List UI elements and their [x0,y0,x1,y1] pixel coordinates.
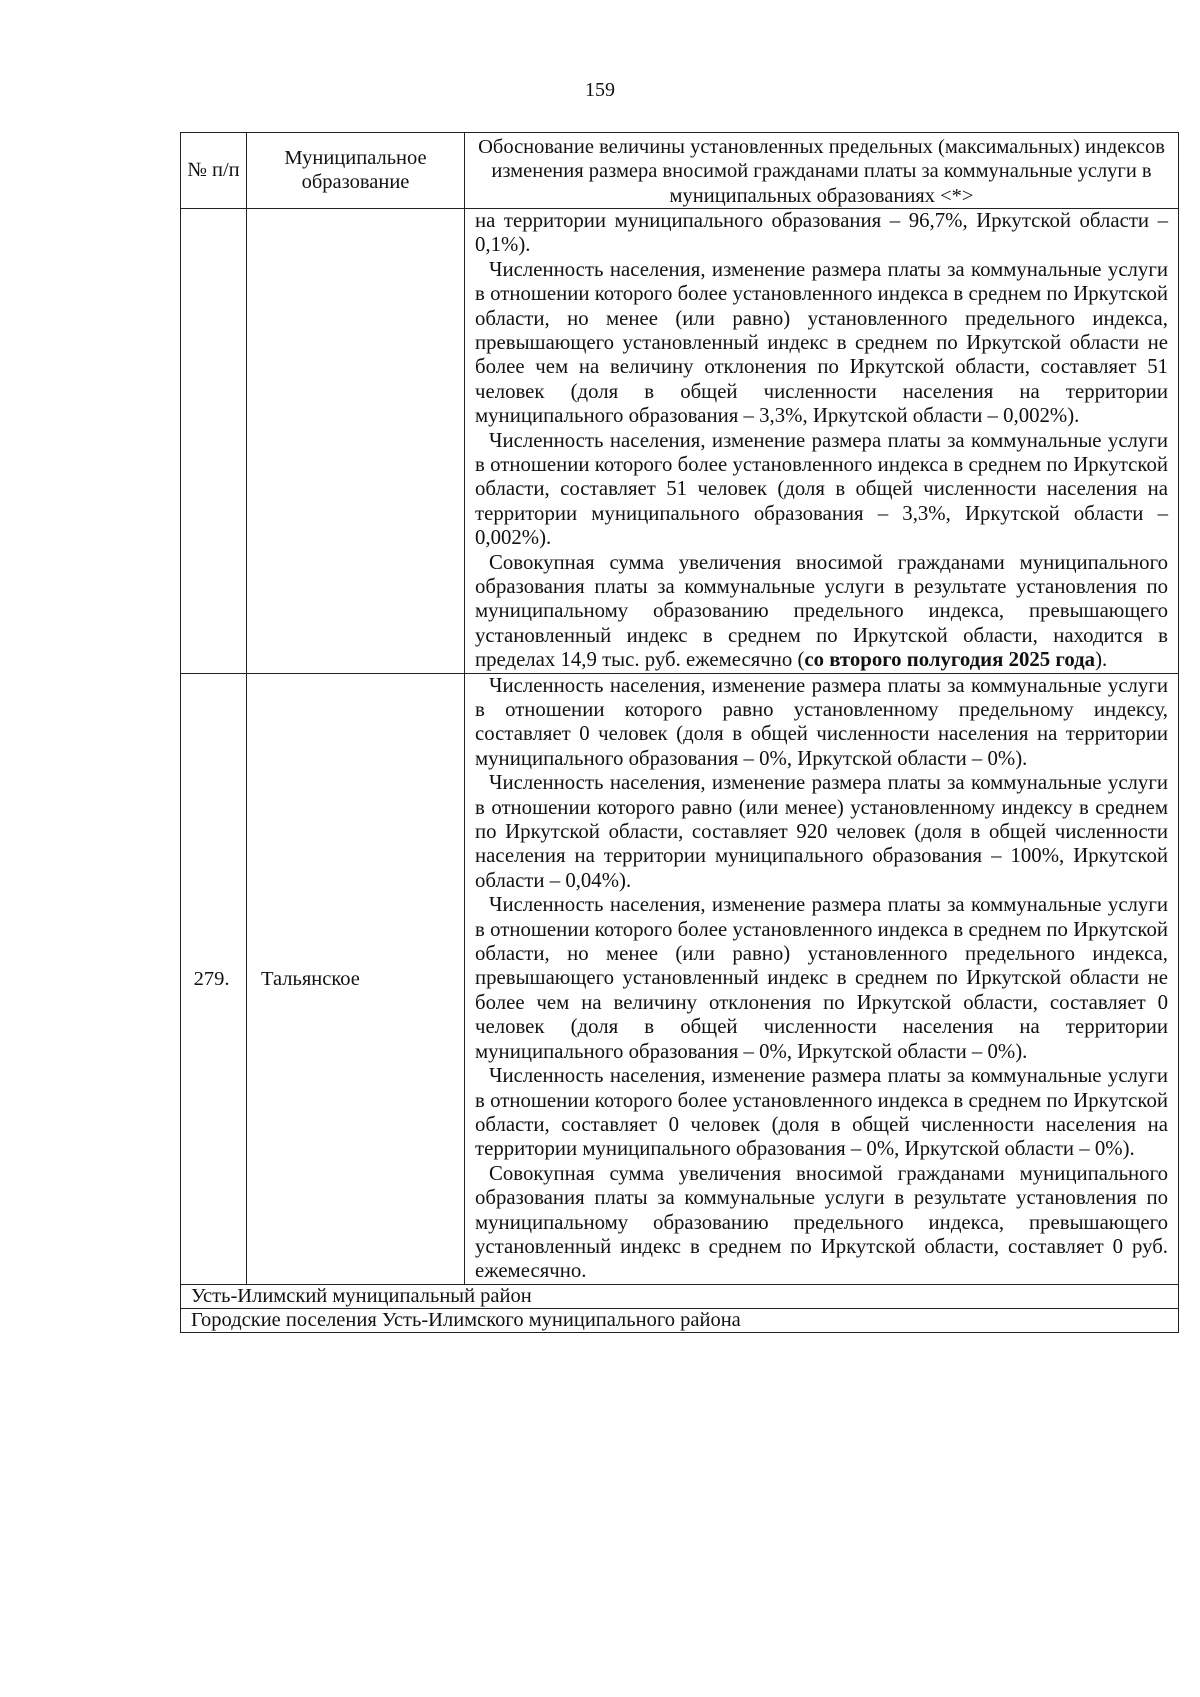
continued-justification-cell [465,208,1179,673]
settlements-heading: Городские поселения Усть-Илимского муниципального района [181,1308,1179,1332]
paragraph: Численность населения, изменение размера платы за коммунальные услуги в отношении которого равно (или менее) установленному индексу в среднем по Иркутской области, составляет 920 человек (доля в общей численности населения на территории муниципального образования – 100%, Иркутской области – 0,04%). [475,771,1168,892]
justification-cell [465,673,1179,1284]
row-number: 279. [193,967,230,990]
continued-municipality-cell [247,208,465,673]
header-municipality [247,133,465,209]
table-row-279 [181,673,1179,1284]
settlements-row [181,1308,1179,1332]
paragraph: Численность населения, изменение размера платы за коммунальные услуги в отношении которого более установленного индекса в среднем по Иркутской области, но менее (или равно) установленного предельного индекса, превышающего установленный индекс в среднем по Иркутской области не более чем на величину отклонения по Иркутской области, составляет 51 человек (доля в общей численности населения на территории муниципального образования – 3,3%, Иркутской области – 0,002%). [475,257,1168,428]
municipality-name: Тальянское [261,967,360,990]
header-num [181,133,247,209]
district-row [181,1284,1179,1308]
paragraph-text-end: ). [1095,648,1108,672]
paragraph: Совокупная сумма увеличения вносимой гражданами муниципального образования платы за коммунальные услуги в результате установления по муниципальному образованию предельного индекса, превышающего установленный индекс в среднем по Иркутской области, составляет 0 руб. ежемесячно. [475,1161,1168,1283]
continued-num-cell [181,208,247,673]
paragraph: Численность населения, изменение размера платы за коммунальные услуги в отношении которого более установленного индекса в среднем по Иркутской области, составляет 51 человек (доля в общей численности населения на территории муниципального образования – 3,3%, Иркутской области – 0,002%). [475,428,1168,550]
index-justification-table [180,132,1179,1333]
paragraph-text: Совокупная сумма увеличения вносимой гражданами муниципального образования платы за коммунальные услуги в результате установления по муниципальному образованию предельного индекса, превышающего установленный индекс в среднем по Иркутской области, находится в пределах 14,9 тыс. руб. ежемесячно ( [475,550,1168,672]
paragraph: Численность населения, изменение размера платы за коммунальные услуги в отношении которого более установленного индекса в среднем по Иркутской области, составляет 0 человек (доля в общей численности населения на территории муниципального образования – 0%, Иркутской области – 0%). [475,1064,1168,1161]
header-justification-label: Обоснование величины установленных предельных (максимальных) индексов изменения размера вносимой гражданами платы за коммунальные услуги в муниципальных образованиях <*> [478,136,1165,207]
district-heading: Усть-Илимский муниципальный район [181,1284,1179,1308]
paragraph-total-sum [475,551,1168,673]
paragraph: Численность населения, изменение размера платы за коммунальные услуги в отношении которого равно установленному предельному индексу, составляет 0 человек (доля в общей численности населения на территории муниципального образования – 0%, Иркутской области – 0%). [475,673,1168,770]
table-row-continued [181,208,1179,673]
table-header-row [181,133,1179,209]
municipality-cell [247,673,465,1284]
header-justification [465,133,1179,209]
period-emphasis: со второго полугодия 2025 года [804,648,1096,672]
row-number-cell [181,673,247,1284]
paragraph: Численность населения, изменение размера платы за коммунальные услуги в отношении которого более установленного индекса в среднем по Иркутской области, но менее (или равно) установленного предельного индекса, превышающего установленный индекс в среднем по Иркутской области не более чем на величину отклонения по Иркутской области, составляет 0 человек (доля в общей численности населения на территории муниципального образования – 0%, Иркутской области – 0%). [475,893,1168,1063]
header-num-label: № п/п [187,159,240,182]
paragraph: на территории муниципального образования – 96,7%, Иркутской области – 0,1%). [475,208,1168,257]
page-number: 159 [585,79,615,101]
header-municipality-label: Муниципальное образование [284,147,427,194]
